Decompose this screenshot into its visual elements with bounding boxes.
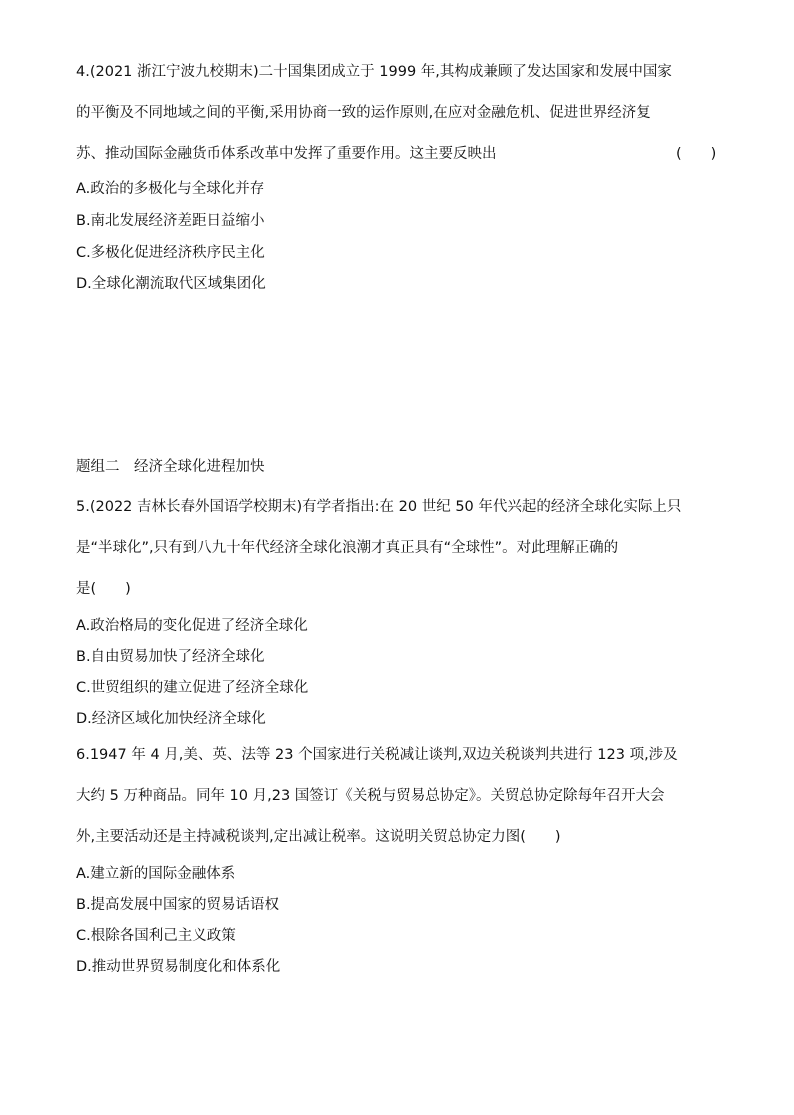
q5-stem-line-2: 是“半球化”,只有到八九十年代经济全球化浪潮才真正具有“全球性”。对此理解正确的 xyxy=(76,540,619,556)
q5-option-b: B.自由贸易加快了经济全球化 xyxy=(76,649,265,665)
q4-option-d: D.全球化潮流取代区域集团化 xyxy=(76,276,266,292)
q4-stem-line-3: 苏、推动国际金融货币体系改革中发挥了重要作用。这主要反映出 xyxy=(76,146,497,162)
q5-stem-line-1: 5.(2022 吉林长春外国语学校期末)有学者指出:在 20 世纪 50 年代兴起的经济全球化实际上只 xyxy=(76,499,682,515)
q4-stem-line-2: 的平衡及不同地域之间的平衡,采用协商一致的运作原则,在应对金融危机、促进世界经济复 xyxy=(76,105,651,121)
q5-option-a: A.政治格局的变化促进了经济全球化 xyxy=(76,618,308,634)
q4-option-b: B.南北发展经济差距日益缩小 xyxy=(76,213,265,229)
q6-option-a: A.建立新的国际金融体系 xyxy=(76,866,236,882)
section-title: 题组二 经济全球化进程加快 xyxy=(76,459,265,475)
q5-option-c: C.世贸组织的建立促进了经济全球化 xyxy=(76,680,309,696)
q4-option-a: A.政治的多极化与全球化并存 xyxy=(76,181,265,197)
q4-answer-bracket: ( ) xyxy=(676,146,717,162)
q4-stem-line-1: 4.(2021 浙江宁波九校期末)二十国集团成立于 1999 年,其构成兼顾了发达国家和发展中国家 xyxy=(76,64,672,80)
q6-option-b: B.提高发展中国家的贸易话语权 xyxy=(76,897,280,913)
q6-option-c: C.根除各国利己主义政策 xyxy=(76,928,236,944)
q5-option-d: D.经济区域化加快经济全球化 xyxy=(76,711,266,727)
q6-stem-line-2: 大约 5 万种商品。同年 10 月,23 国签订《关税与贸易总协定》。关贸总协定除每年召开大会 xyxy=(76,788,665,804)
q4-option-c: C.多极化促进经济秩序民主化 xyxy=(76,245,265,261)
q6-option-d: D.推动世界贸易制度化和体系化 xyxy=(76,959,281,975)
q6-stem-line-1: 6.1947 年 4 月,美、英、法等 23 个国家进行关税减让谈判,双边关税谈判共进行 123 项,涉及 xyxy=(76,747,678,763)
q5-stem-line-3: 是( ) xyxy=(76,581,131,597)
q6-stem-line-3: 外,主要活动还是主持减税谈判,定出减让税率。这说明关贸总协定力图( ) xyxy=(76,829,561,845)
